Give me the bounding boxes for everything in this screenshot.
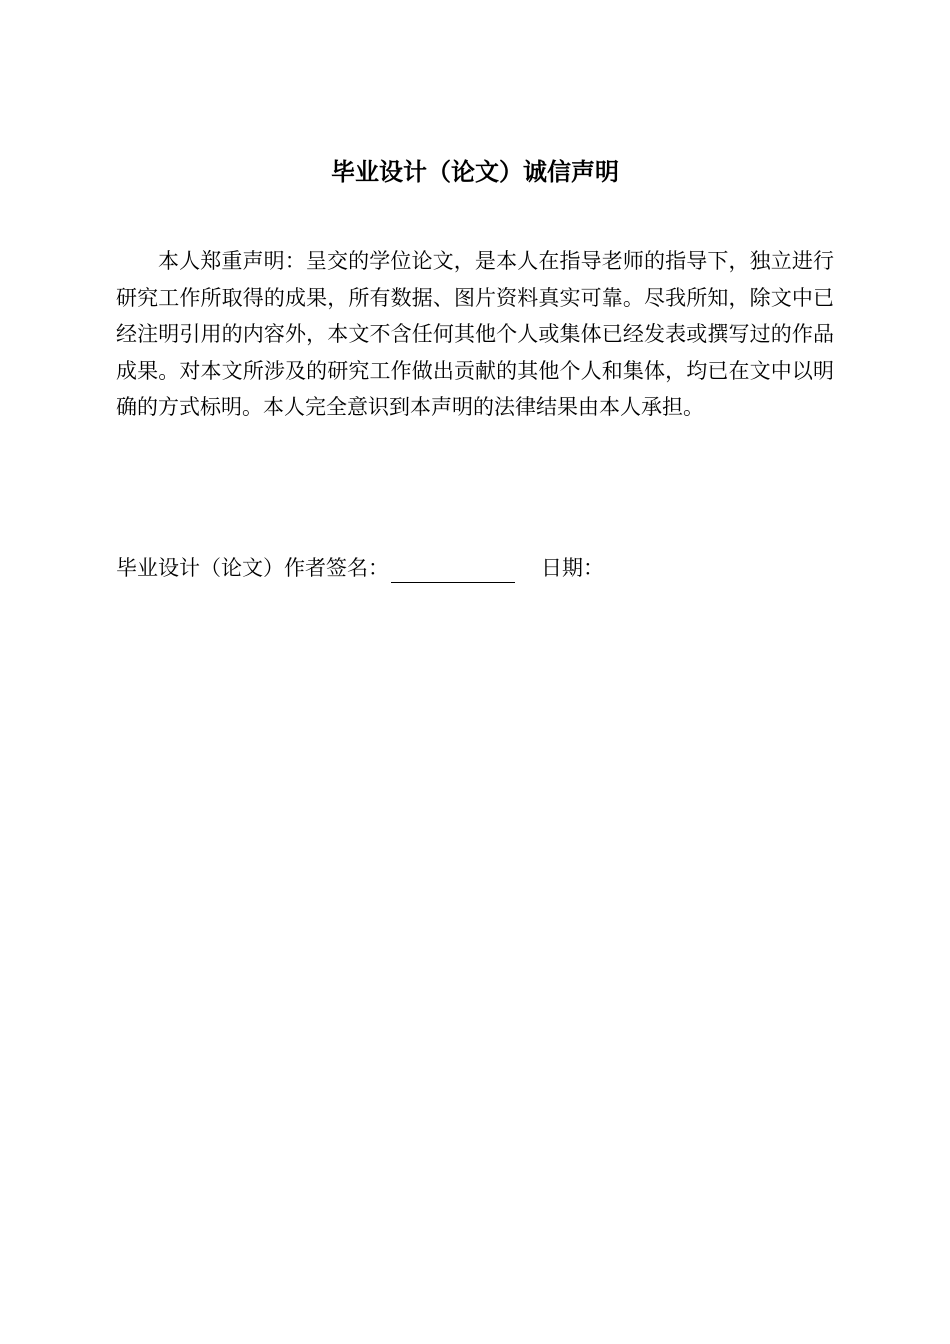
signature-label: 毕业设计（论文）作者签名： [116,556,389,580]
page-title: 毕业设计（论文）诚信声明 [331,158,619,186]
date-label: 日期： [541,556,604,580]
integrity-statement-paragraph: 本人郑重声明：呈交的学位论文，是本人在指导老师的指导下，独立进行研究工作所取得的成果，所有数据、图片资料真实可靠。尽我所知，除文中已经注明引用的内容外，本文不含任何其他个人或集体已经发表或撰写过的作品成果。对本文所涉及的研究工作做出贡献的其他个人和集体，均已在文中以明确的方式标明。本人完全意识到本声明的法律结果由本人承担。 [116,249,834,419]
signature-row [116,553,834,583]
signature-blank-line[interactable] [391,560,515,583]
